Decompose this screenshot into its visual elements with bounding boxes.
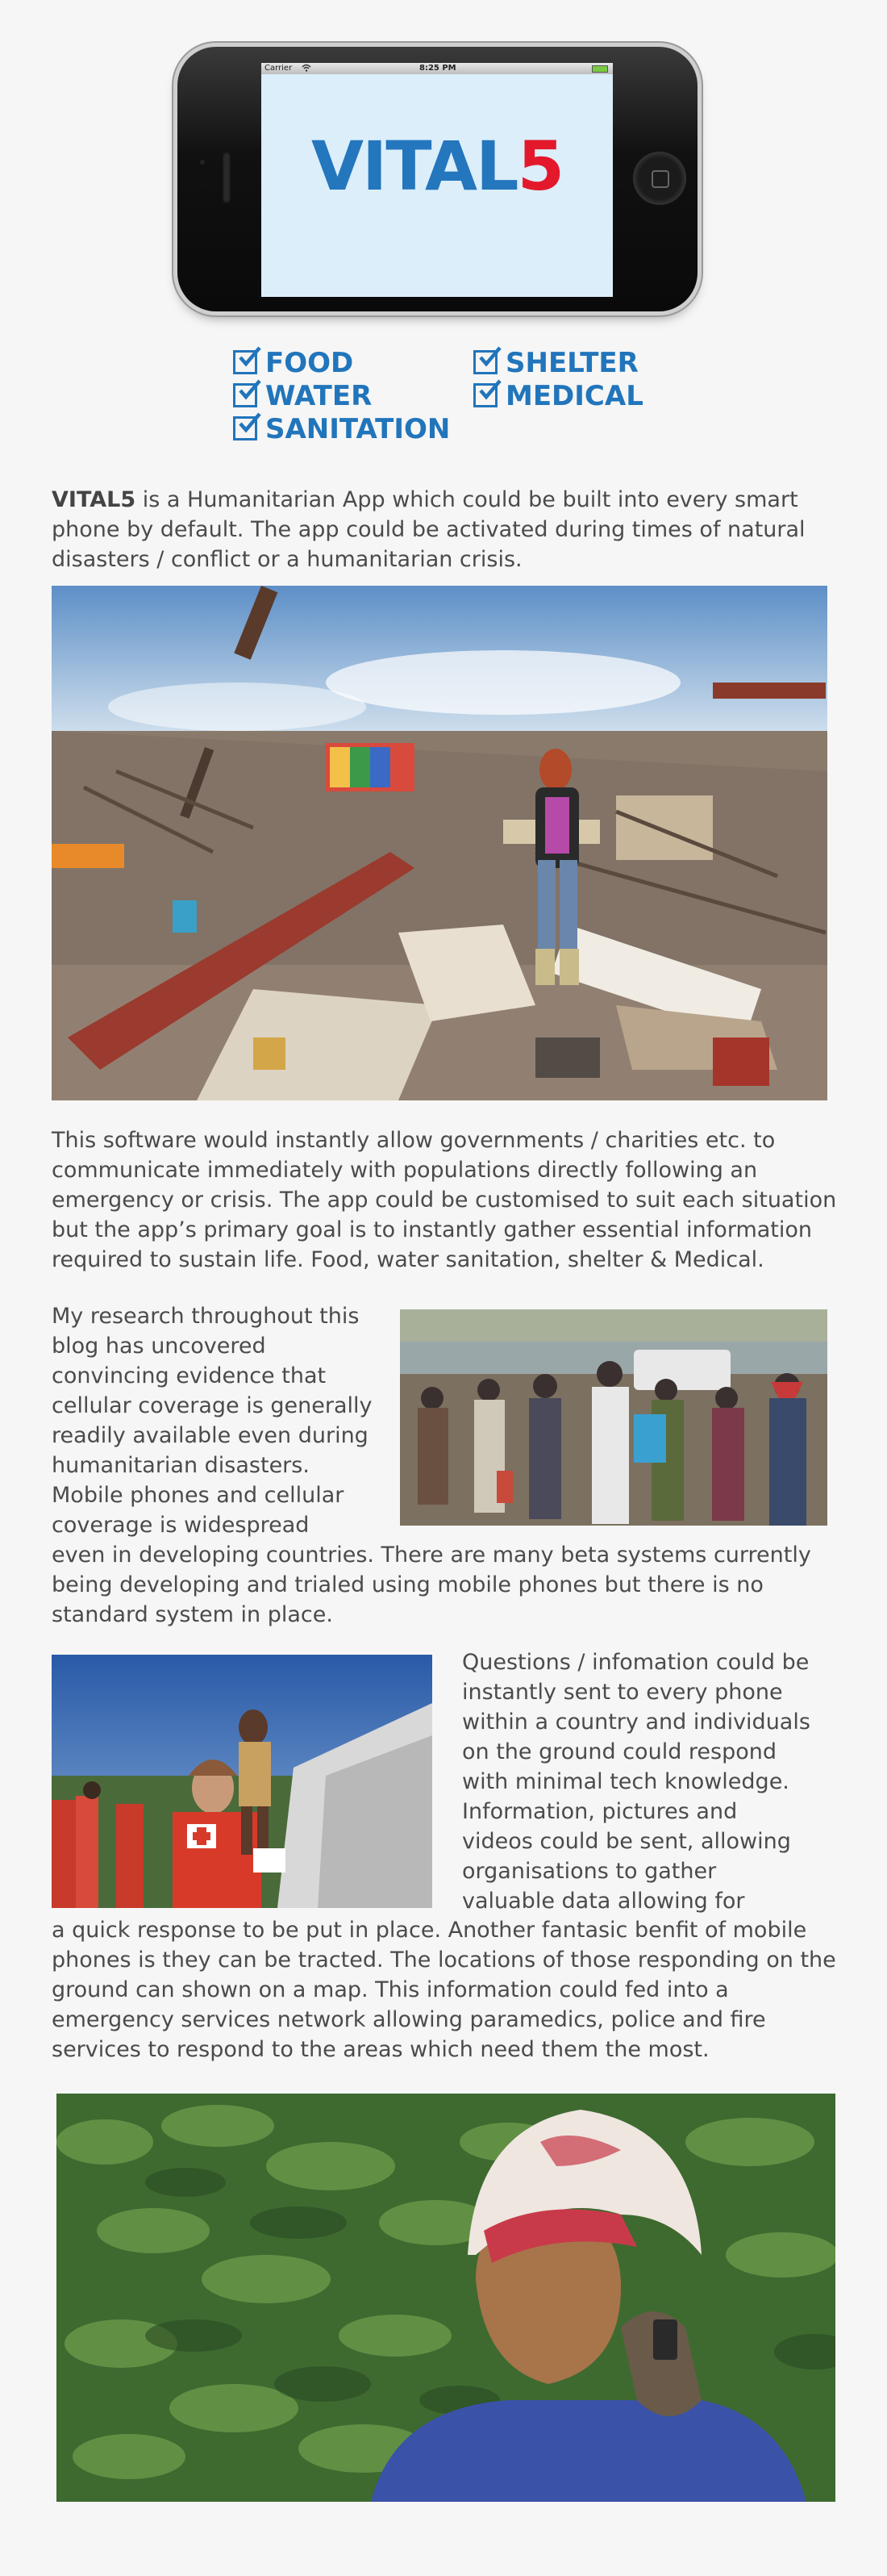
check-label-medical: MEDICAL <box>506 380 643 412</box>
camera-dot <box>200 160 205 165</box>
check-label-food: FOOD <box>265 347 354 379</box>
refugee-crowd-photo <box>400 1309 827 1526</box>
section4-line: valuable data allowing for <box>462 1889 745 1914</box>
woman-on-phone-photo <box>56 2094 835 2502</box>
checkbox-icon <box>233 383 257 407</box>
section4-line: organisations to gather <box>462 1859 717 1884</box>
section3-line: readily available even during <box>52 1423 369 1448</box>
section3-line: humanitarian disasters. <box>52 1453 310 1478</box>
intro-text: is a Humanitarian App which could be built into every smart phone by default. The app could be activated during times of natural disasters / conflict or a humanitarian crisis. <box>52 487 806 572</box>
section3-line: convincing evidence that <box>52 1363 327 1388</box>
section3-line: blog has uncovered <box>52 1334 266 1359</box>
checkbox-icon <box>473 383 498 407</box>
battery-icon <box>592 65 608 73</box>
checklist-right <box>473 347 643 413</box>
disaster-rubble-photo <box>52 586 827 1100</box>
checkbox-icon <box>233 416 257 440</box>
section3-line: My research throughout this <box>52 1304 360 1329</box>
status-time: 8:25 PM <box>419 64 456 73</box>
carrier-label: Carrier <box>264 64 293 73</box>
check-item <box>473 380 643 413</box>
section4-line: instantly sent to every phone <box>462 1680 783 1705</box>
check-label-shelter: SHELTER <box>506 347 639 379</box>
phone-screen <box>261 63 613 297</box>
section4-column <box>462 1647 841 1916</box>
home-button <box>633 152 686 205</box>
check-label-sanitation: SANITATION <box>265 413 451 445</box>
check-item <box>473 347 643 380</box>
section4-line: Information, pictures and <box>462 1799 738 1824</box>
check-item <box>233 413 450 446</box>
logo-text: VITAL <box>310 127 518 206</box>
section4-line: Questions / infomation could be <box>462 1650 810 1675</box>
section4-line: with minimal tech knowledge. <box>462 1769 789 1794</box>
section3-line: Mobile phones and cellular <box>52 1483 344 1508</box>
vital5-logo <box>261 127 613 206</box>
section3-tail: even in developing countries. There are many beta systems currently being developing and trialed using mobile phones but there is no standard system in place. <box>52 1543 811 1627</box>
section4-tail: a quick response to be put in place. Another fantasic benfit of mobile phones is they can be tracted. The locations of those responding on the ground can shown on a map. This information could fed into a emergency services network allowing paramedics, police and fire services to respond to the areas which need them the most. <box>52 1918 836 2062</box>
section4-line: on the ground could respond <box>462 1739 777 1764</box>
logo-number: 5 <box>517 127 564 206</box>
checkbox-icon <box>473 350 498 374</box>
section3-line: coverage is widespread <box>52 1513 310 1538</box>
intro-bold: VITAL5 <box>52 487 136 512</box>
home-square-icon <box>652 170 669 188</box>
red-cross-worker-photo <box>52 1655 432 1908</box>
checkbox-icon <box>233 350 257 374</box>
checklist-left <box>233 347 450 446</box>
phone-mockup <box>177 47 698 311</box>
wifi-icon <box>302 64 311 74</box>
section4-line: within a country and individuals <box>462 1710 810 1735</box>
phone-side-slot <box>223 152 231 203</box>
intro-paragraph <box>52 485 810 574</box>
section3-line: cellular coverage is generally <box>52 1393 373 1418</box>
check-label-water: WATER <box>265 380 373 412</box>
section3-column <box>52 1301 390 1540</box>
section2-paragraph: This software would instantly allow governments / charities etc. to communicate immediately with populations directly following an emergency or crisis. The app could be customised to suit each situation but the app’s primary goal is to instantly gather essential information required to sustain life. Food, water sanitation, shelter & Medical. <box>52 1128 837 1272</box>
section4-line: videos could be sent, allowing <box>462 1829 791 1854</box>
check-item <box>233 347 450 380</box>
check-item <box>233 380 450 413</box>
status-bar <box>261 63 613 74</box>
